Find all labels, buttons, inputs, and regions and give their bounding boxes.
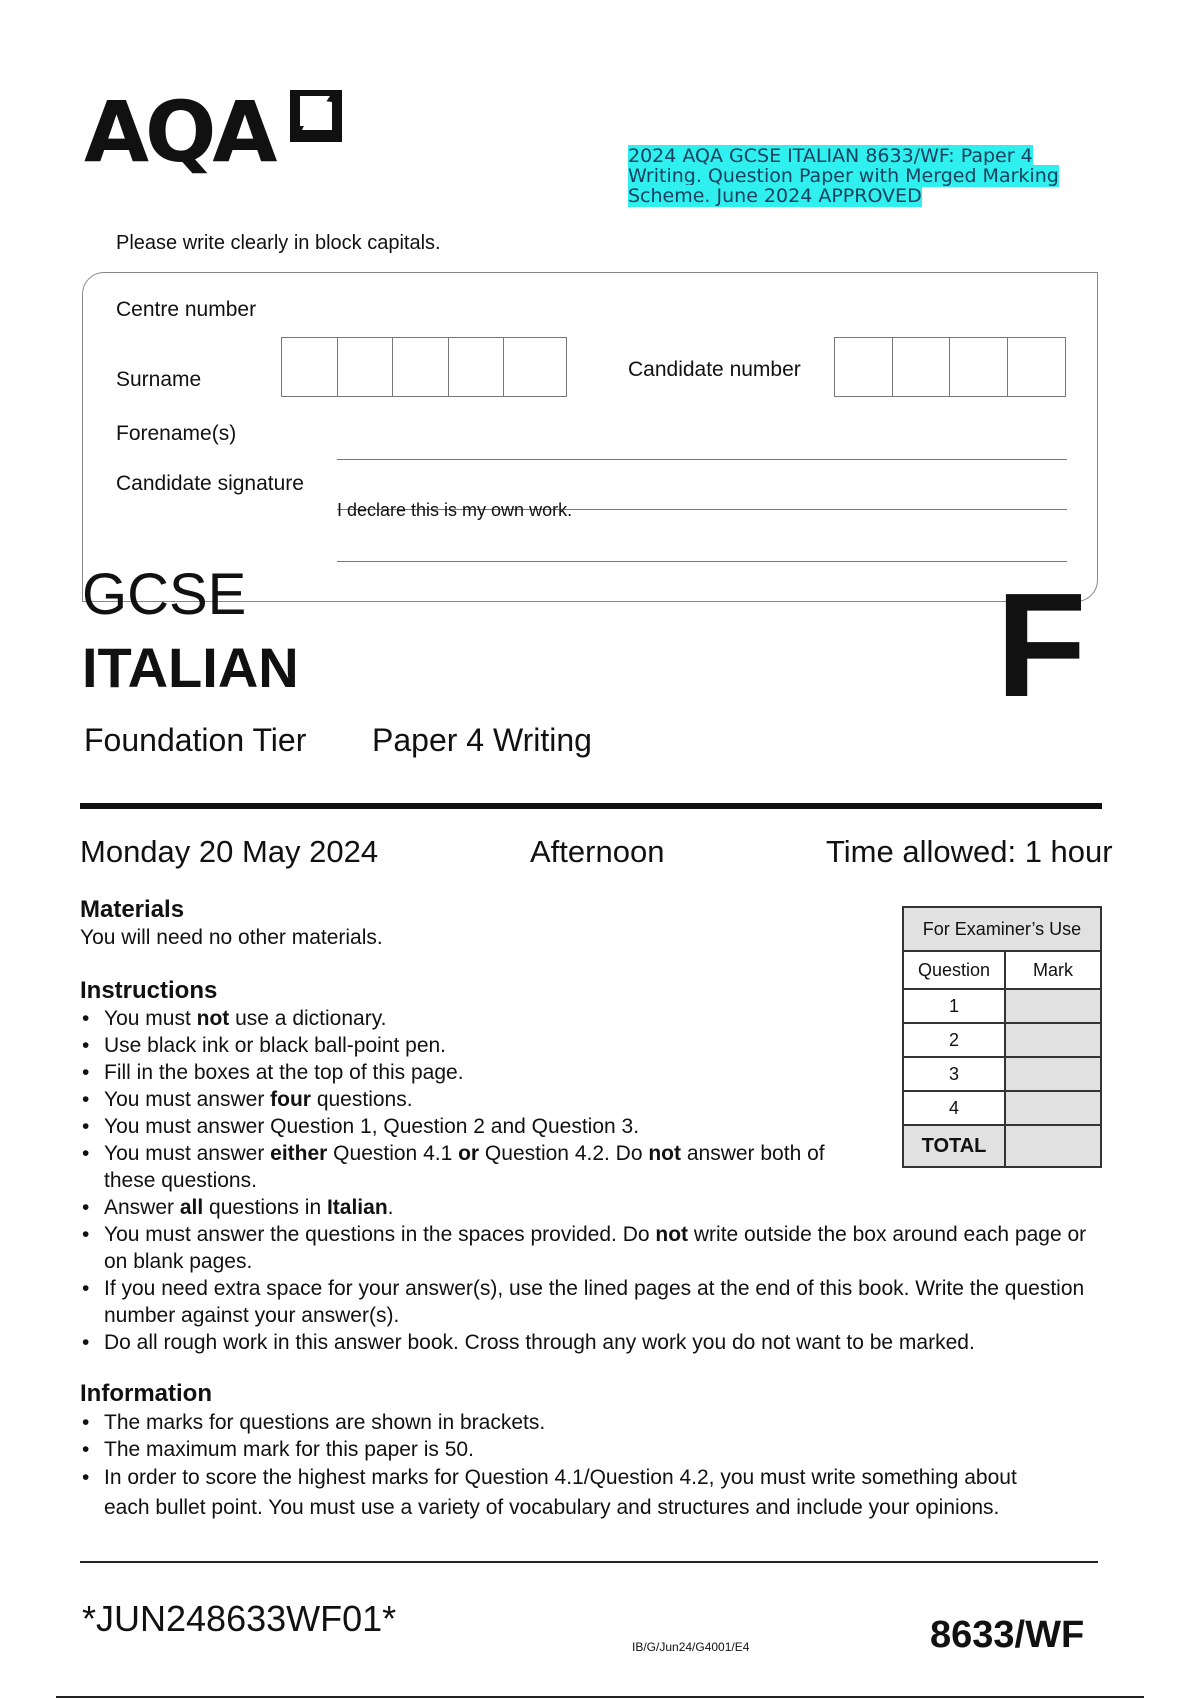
information-item: • The marks for questions are shown in brackets. [82,1409,1042,1436]
centre-digit-box[interactable] [449,338,505,396]
candidate-digit-box[interactable] [893,338,951,396]
centre-number-boxes[interactable] [281,337,567,397]
instructions-list [82,1005,902,1194]
information-item: • The maximum mark for this paper is 50. [82,1436,1042,1463]
instruction-item: • You must answer either Question 4.1 or Question 4.2. Do not answer both of these questions. [82,1140,864,1194]
information-list [82,1409,1042,1523]
signature-line[interactable] [337,561,1067,562]
time-allowed: Time allowed: 1 hour [826,834,1113,869]
total-mark-cell [1005,1125,1101,1167]
question-number: 4 [903,1091,1005,1125]
tier-name: Foundation Tier [84,722,307,758]
centre-digit-box[interactable] [282,338,338,396]
instruction-item: • You must answer Question 1, Question 2 and Question 3. [82,1113,902,1140]
centre-number-label: Centre number [116,298,257,321]
examiner-use-table [902,906,1102,1168]
paper-name: Paper 4 Writing [372,722,592,758]
instruction-item: • You must not use a dictionary. [82,1005,902,1032]
instruction-item: • Answer all questions in Italian. [82,1194,1092,1221]
candidate-digit-box[interactable] [835,338,893,396]
question-column-header: Question [903,951,1005,989]
section-divider [80,803,1102,809]
tier-letter: F [996,563,1087,728]
paper-code: 8633/WF [930,1614,1085,1656]
instruction-item: • You must answer four questions. [82,1086,902,1113]
examiner-table-title: For Examiner’s Use [903,907,1101,951]
total-label: TOTAL [903,1125,1005,1167]
mark-cell [1005,1091,1101,1125]
centre-digit-box[interactable] [393,338,449,396]
mark-column-header: Mark [1005,951,1101,989]
instruction-item: • You must answer the questions in the spaces provided. Do not write outside the box around each page or on blank pages. [82,1221,1092,1275]
instructions-list-continued [82,1194,1092,1356]
surname-line[interactable] [337,459,1067,460]
question-number: 1 [903,989,1005,1023]
information-item: • In order to score the highest marks for Question 4.1/Question 4.2, you must write something about each bullet point. You must use a variety of vocabulary and structures and include your opinions. [82,1463,1042,1523]
reference-code: IB/G/Jun24/G4001/E4 [632,1640,750,1654]
qualification-level: GCSE [82,562,247,627]
question-number: 2 [903,1023,1005,1057]
write-clearly-note: Please write clearly in block capitals. [116,232,441,254]
instruction-item: • Do all rough work in this answer book. Cross through any work you do not want to be marked. [82,1329,1092,1356]
document-title-highlight: 2024 AQA GCSE ITALIAN 8633/WF: Paper 4 Writing. Question Paper with Merged Marking Scheme. June 2024 APPROVED [628,145,1059,207]
exam-session: Afternoon [530,834,665,869]
exam-date: Monday 20 May 2024 [80,834,379,869]
instruction-item: • If you need extra space for your answer(s), use the lined pages at the end of this book. Write the question number against your answer(s). [82,1275,1092,1329]
barcode-text: *JUN248633WF01* [82,1598,397,1639]
centre-digit-box[interactable] [338,338,394,396]
candidate-number-boxes[interactable] [834,337,1066,397]
mark-cell [1005,989,1101,1023]
information-heading: Information [80,1380,212,1407]
candidate-number-label: Candidate number [628,358,801,381]
candidate-signature-label: Candidate signature [116,472,304,495]
instruction-item: • Use black ink or black ball-point pen. [82,1032,902,1059]
declaration-text: I declare this is my own work. [337,500,573,520]
materials-text: You will need no other materials. [80,926,383,949]
materials-heading: Materials [80,896,185,923]
logo-text: AQA [84,83,274,181]
surname-label: Surname [116,368,202,391]
instruction-item: • Fill in the boxes at the top of this page. [82,1059,902,1086]
question-number: 3 [903,1057,1005,1091]
subject-title: ITALIAN [82,636,299,699]
aqa-logo [84,83,354,186]
instructions-heading: Instructions [80,977,218,1004]
candidate-digit-box[interactable] [1008,338,1066,396]
mark-cell [1005,1023,1101,1057]
candidate-digit-box[interactable] [950,338,1008,396]
centre-digit-box[interactable] [504,338,566,396]
mark-cell [1005,1057,1101,1091]
forenames-label: Forename(s) [116,422,237,445]
footer-divider [56,1696,1144,1698]
bottom-divider [80,1561,1098,1563]
logo-mark-icon [286,86,346,146]
